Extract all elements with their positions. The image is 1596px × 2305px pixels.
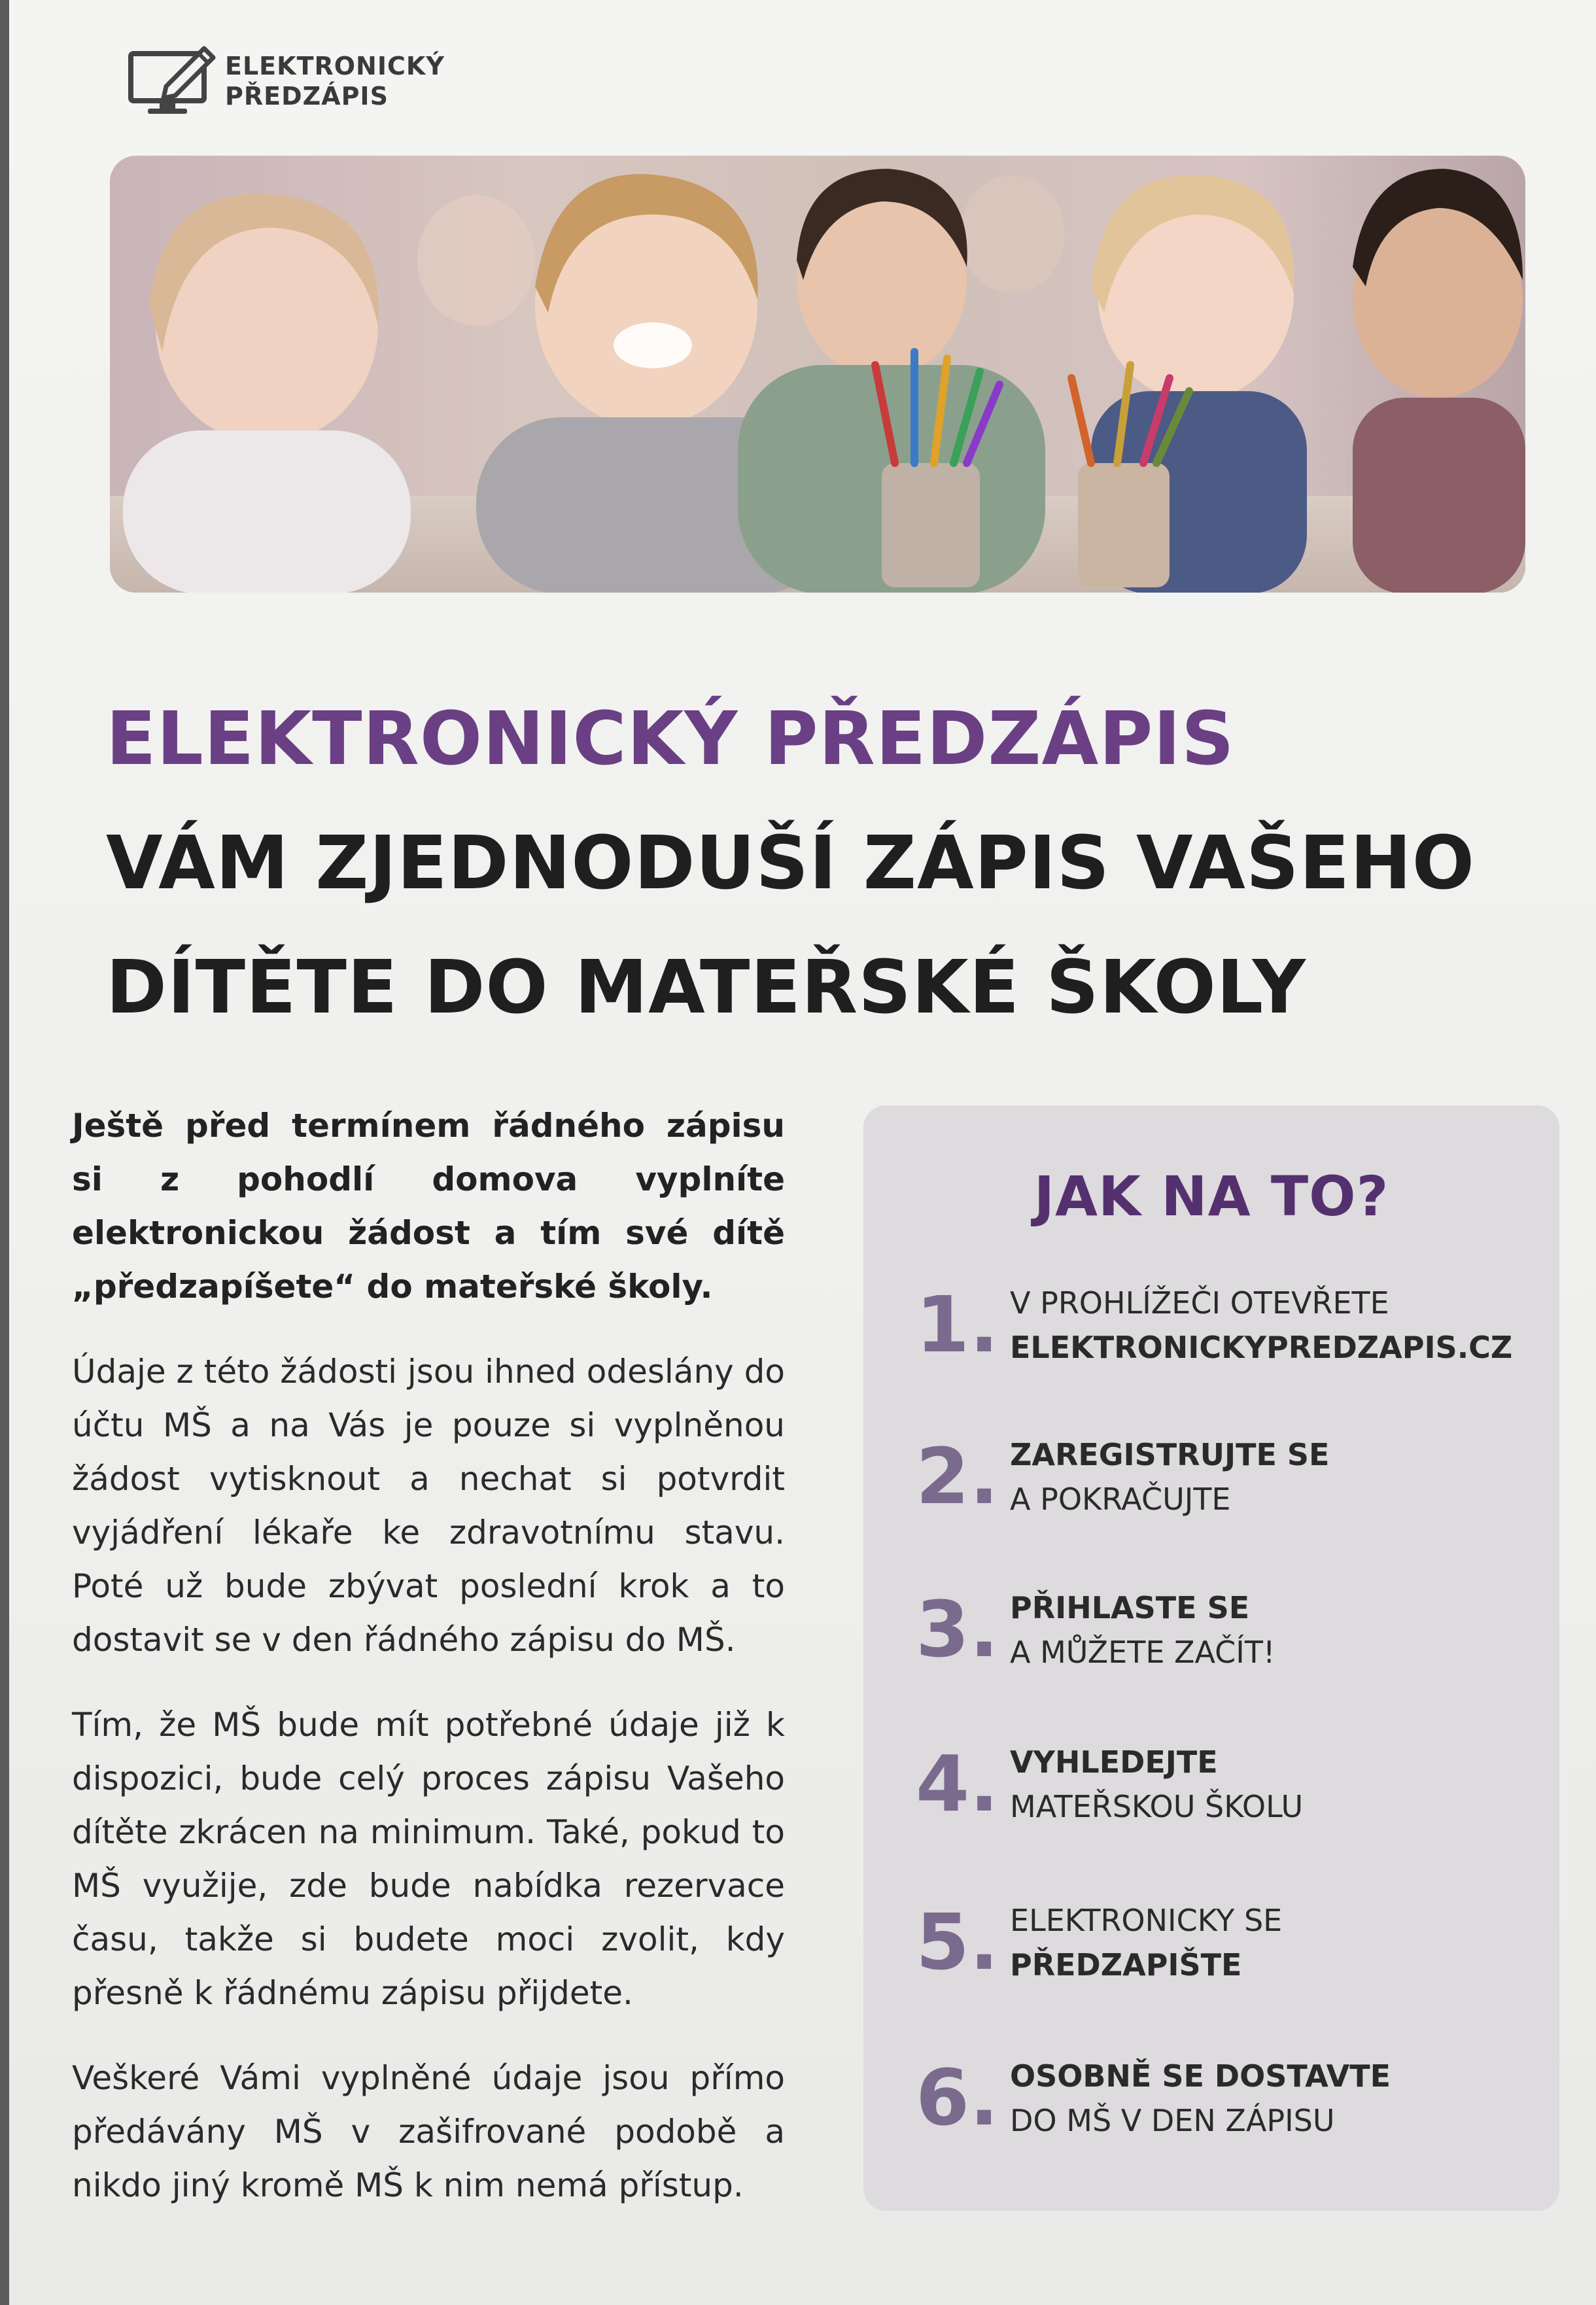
paragraph-details: Údaje z této žádosti jsou ihned odeslány do účtu MŠ a na Vás je pouze si vyplněnou žádost vytisknout a nechat si potvrdit vyjádření lékaře ke zdravotnímu stavu. Poté už bude zbývat poslední krok a to dostavit se v den řádného zápisu do MŠ.: [72, 1353, 785, 1659]
step-line-2: PŘEDZAPIŠTE: [1010, 1947, 1242, 1983]
step-line-1: OSOBNĚ SE DOSTAVTE: [1010, 2058, 1391, 2094]
step-6: [909, 2049, 1537, 2153]
step-number: 2.: [916, 1431, 999, 1521]
step-number: 5.: [916, 1897, 999, 1987]
step-line-1: V PROHLÍŽEČI OTEVŘETE: [1010, 1285, 1389, 1321]
step-number: 4.: [916, 1739, 999, 1829]
logo: [127, 39, 493, 124]
headline-line-2: VÁM ZJEDNODUŠÍ ZÁPIS VAŠEHO: [106, 821, 1475, 906]
step-line-1: PŘIHLASTE SE: [1010, 1590, 1250, 1625]
paragraph-intro: Ještě před termínem řádného zápisu si z pohodlí domova vyplníte elektronickou žádost a tím své dítě „předzapíšete“ do mateřské školy.: [72, 1107, 785, 1306]
paragraph-security: Veškeré Vámi vyplněné údaje jsou přímo předávány MŠ v zašifrované podobě a nikdo jiný kromě MŠ k nim nemá přístup.: [72, 2059, 785, 2204]
step-3: [909, 1580, 1537, 1685]
headline-line-1: ELEKTRONICKÝ PŘEDZÁPIS: [106, 697, 1235, 782]
headline: [106, 677, 1545, 1050]
step-number: 3.: [916, 1584, 999, 1674]
step-line-1: ZAREGISTRUJTE SE: [1010, 1437, 1330, 1472]
step-5: [909, 1893, 1537, 1998]
how-to-title: JAK NA TO?: [1033, 1164, 1389, 1228]
hero-image: [110, 156, 1525, 593]
step-line-2: A POKRAČUJTE: [1010, 1482, 1231, 1517]
how-to-box: [863, 1105, 1559, 2211]
monitor-pencil-icon: [127, 39, 225, 121]
step-number: 1.: [916, 1279, 999, 1370]
children-drawing-photo: [110, 156, 1525, 593]
paragraph-benefits: Tím, že MŠ bude mít potřebné údaje již k dispozici, bude celý proces zápisu Vašeho dítěte zkrácen na minimum. Také, pokud to MŠ využije, zde bude nabídka rezervace času, takže si budete moci zvolit, kdy přesně k řádnému zápisu přijdete.: [72, 1706, 785, 2012]
flyer-sheet: [9, 0, 1596, 2305]
step-line-1: VYHLEDEJTE: [1010, 1744, 1218, 1780]
step-line-2: DO MŠ V DEN ZÁPISU: [1010, 2103, 1335, 2138]
step-line-2: A MŮŽETE ZAČÍT!: [1010, 1635, 1275, 1670]
logo-line-1: ELEKTRONICKÝ: [225, 52, 445, 80]
step-line-2: ELEKTRONICKYPREDZAPIS.CZ: [1010, 1330, 1513, 1365]
step-line-2: MATEŘSKOU ŠKOLU: [1010, 1789, 1304, 1824]
step-2: [909, 1427, 1537, 1532]
headline-line-3: DÍTĚTE DO MATEŘSKÉ ŠKOLY: [106, 945, 1306, 1030]
body-text: [72, 1099, 785, 2244]
step-number: 6.: [916, 2053, 999, 2143]
logo-line-2: PŘEDZÁPIS: [225, 82, 389, 111]
step-1: [909, 1275, 1537, 1380]
step-4: [909, 1735, 1537, 1839]
step-line-1: ELEKTRONICKY SE: [1010, 1903, 1283, 1938]
